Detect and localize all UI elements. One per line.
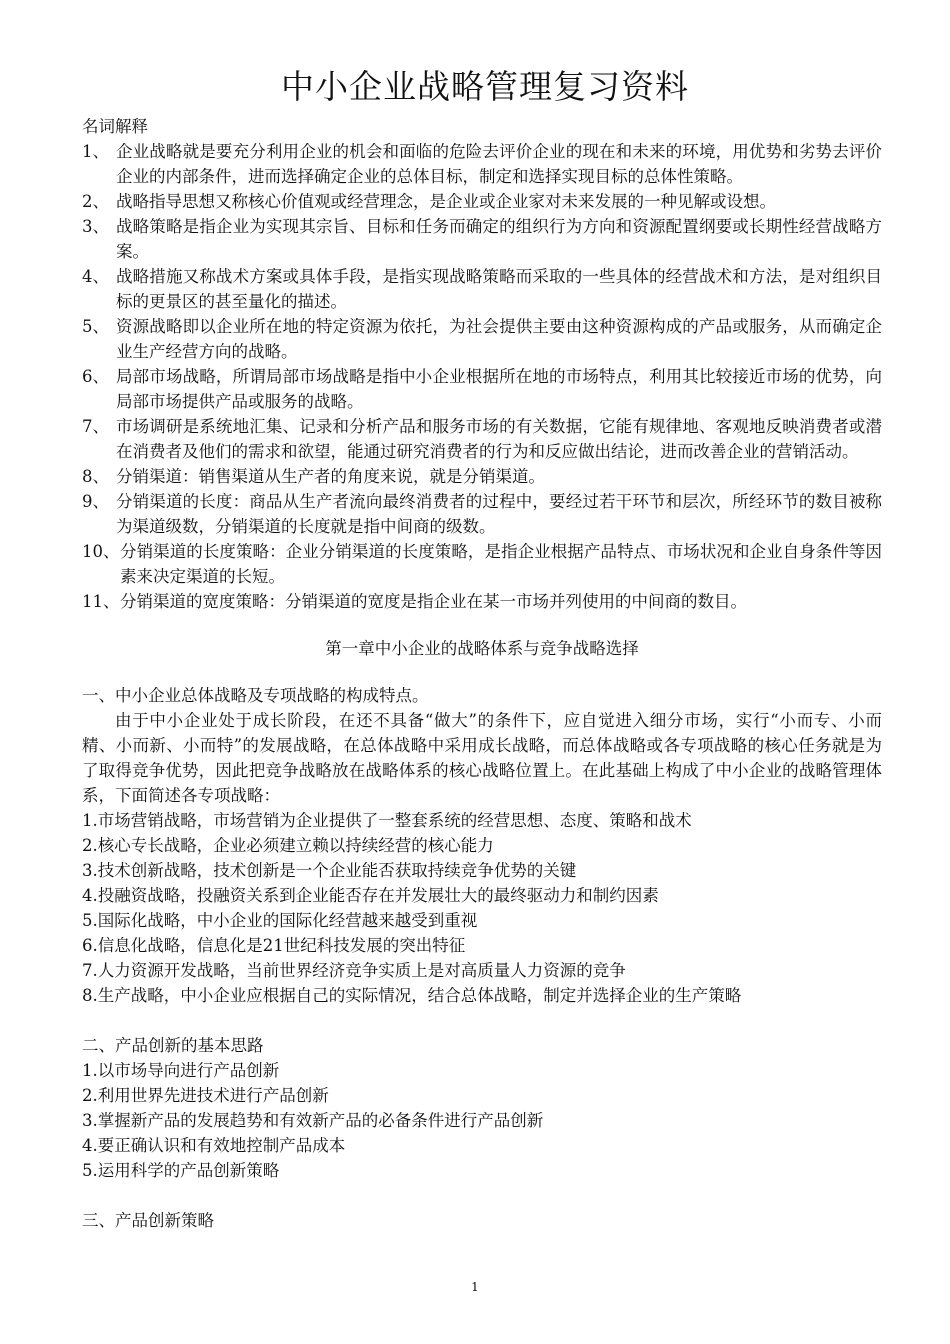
- definition-text: 分销渠道的长度：商品从生产者流向最终消费者的过程中，要经过若干环节和层次，所经环节的数目被称为渠道级数，分销渠道的长度就是指中间商的级数。: [116, 492, 882, 536]
- definition-number: 8、: [82, 467, 109, 486]
- list-item: 3.技术创新战略，技术创新是一个企业能否获取持续竞争优势的关键: [82, 861, 577, 880]
- spacer: [82, 1183, 882, 1208]
- definition-number: 10、: [82, 542, 120, 561]
- definition-text: 战略指导思想又称核心价值观或经营理念，是企业或企业家对未来发展的一种见解或设想。: [116, 192, 776, 211]
- list-item: 2.利用世界先进技术进行产品创新: [82, 1086, 329, 1105]
- definition-text: 资源战略即以企业所在地的特定资源为依托，为社会提供主要由这种资源构成的产品或服务，从而确定企业生产经营方向的战略。: [116, 317, 882, 361]
- definition-number: 2、: [82, 192, 109, 211]
- definition-text: 战略策略是指企业为实现其宗旨、目标和任务而确定的组织行为方向和资源配置纲要或长期性经营战略方案。: [116, 217, 882, 261]
- page-number: 1: [471, 1280, 479, 1294]
- list-item: 1.市场营销战略，市场营销为企业提供了一整套系统的经营思想、态度、策略和战术: [82, 811, 692, 830]
- definition-item: [82, 314, 882, 364]
- definition-text: 战略措施又称战术方案或具体手段，是指实现战略策略而采取的一些具体的经营战术和方法，是对组织目标的更景区的甚至量化的描述。: [116, 267, 882, 311]
- innovation-list: [82, 1058, 882, 1183]
- section-heading: 一、中小企业总体战略及专项战略的构成特点。: [82, 686, 429, 705]
- definition-item: [82, 589, 882, 614]
- definition-item: [82, 539, 882, 589]
- definition-number: 4、: [82, 267, 109, 286]
- definition-text: 局部市场战略，所谓局部市场战略是指中小企业根据所在地的市场特点，利用其比较接近市场的优势，向局部市场提供产品或服务的战略。: [116, 367, 882, 411]
- list-item: 4.投融资战略，投融资关系到企业能否存在并发展壮大的最终驱动力和制约因素: [82, 886, 659, 905]
- definition-item: [82, 464, 882, 489]
- definition-item: [82, 189, 882, 214]
- definition-text: 分销渠道的宽度策略：分销渠道的宽度是指企业在某一市场并列使用的中间商的数目。: [120, 592, 747, 611]
- list-item: 3.掌握新产品的发展趋势和有效新产品的必备条件进行产品创新: [82, 1111, 544, 1130]
- list-item: 5.国际化战略，中小企业的国际化经营越来越受到重视: [82, 911, 478, 930]
- list-item: 8.生产战略，中小企业应根据自己的实际情况，结合总体战略，制定并选择企业的生产策略: [82, 986, 742, 1005]
- spacer: [82, 1008, 882, 1033]
- definition-text: 分销渠道：销售渠道从生产者的角度来说，就是分销渠道。: [116, 467, 545, 486]
- document-title: 中小企业战略管理复习资料: [281, 67, 689, 106]
- definition-text: 市场调研是系统地汇集、记录和分析产品和服务市场的有关数据，它能有规律地、客观地反映消费者或潜在消费者及他们的需求和欲望，能通过研究消费者的行为和反应做出结论，进而改善企业的营销活动。: [116, 417, 882, 461]
- definitions-list: [82, 139, 882, 614]
- chapter-title: 第一章中小企业的战略体系与竞争战略选择: [325, 639, 639, 658]
- definition-number: 6、: [82, 367, 109, 386]
- definition-number: 1、: [82, 142, 109, 161]
- document-page: [82, 62, 882, 1233]
- list-item: 5.运用科学的产品创新策略: [82, 1161, 280, 1180]
- strategy-list: [82, 808, 882, 1008]
- list-item: 4.要正确认识和有效地控制产品成本: [82, 1136, 346, 1155]
- definition-item: [82, 489, 882, 539]
- list-item: 1.以市场导向进行产品创新: [82, 1061, 280, 1080]
- definition-item: [82, 139, 882, 189]
- definition-item: [82, 414, 882, 464]
- section-label: 名词解释: [82, 117, 148, 136]
- list-item: 6.信息化战略，信息化是21世纪科技发展的突出特征: [82, 936, 466, 955]
- definition-number: 9、: [82, 492, 109, 511]
- definition-text: 企业战略就是要充分利用企业的机会和面临的危险去评价企业的现在和未来的环境，用优势和劣势去评价企业的内部条件，进而选择确定企业的总体目标，制定和选择实现目标的总体性策略。: [116, 142, 882, 186]
- list-item: 2.核心专长战略，企业必须建立赖以持续经营的核心能力: [82, 836, 494, 855]
- section-heading: 三、产品创新策略: [82, 1211, 214, 1230]
- definition-number: 3、: [82, 217, 109, 236]
- definition-number: 5、: [82, 317, 109, 336]
- definition-number: 7、: [82, 417, 109, 436]
- definition-item: [82, 264, 882, 314]
- definition-text: 分销渠道的长度策略：企业分销渠道的长度策略，是指企业根据产品特点、市场状况和企业自身条件等因素来决定渠道的长短。: [120, 542, 882, 586]
- definition-item: [82, 214, 882, 264]
- section-paragraph: 由于中小企业处于成长阶段，在还不具备“做大”的条件下，应自觉进入细分市场，实行“小而专、小而精、小而新、小而特”的发展战略，在总体战略中采用成长战略，而总体战略或各专项战略的核心任务就是为了取得竞争优势，因此把竞争战略放在战略体系的核心战略位置上。在此基础上构成了中小企业的战略管理体系，下面简述各专项战略：: [82, 711, 882, 805]
- definition-item: [82, 364, 882, 414]
- list-item: 7.人力资源开发战略，当前世界经济竞争实质上是对高质量人力资源的竞争: [82, 961, 626, 980]
- definition-number: 11、: [82, 592, 120, 611]
- section-heading: 二、产品创新的基本思路: [82, 1036, 264, 1055]
